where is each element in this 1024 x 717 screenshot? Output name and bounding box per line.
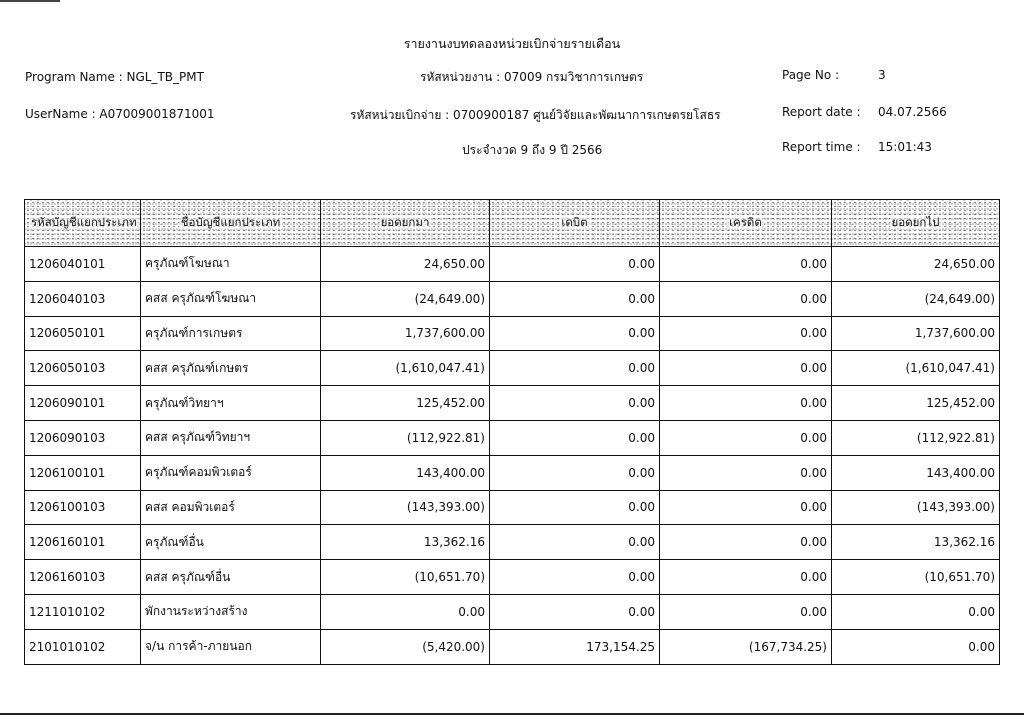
account-name-cell: คสส ครุภัณฑ์เกษตร — [141, 351, 321, 386]
debit-cell: 0.00 — [490, 386, 660, 421]
debit-cell: 0.00 — [490, 420, 660, 455]
table-row — [25, 629, 1000, 664]
brought-forward-cell: 143,400.00 — [321, 455, 490, 490]
brought-forward-cell: 1,737,600.00 — [321, 316, 490, 351]
report-date-label: Report date : — [782, 105, 861, 119]
account-code-cell: 1211010102 — [25, 594, 141, 629]
account-name-cell: คสส คอมพิวเตอร์ — [141, 490, 321, 525]
account-name-cell: ครุภัณฑ์โฆษณา — [141, 247, 321, 282]
debit-cell: 0.00 — [490, 490, 660, 525]
account-code-cell: 2101010102 — [25, 629, 141, 664]
brought-forward-cell: 13,362.16 — [321, 525, 490, 560]
brought-forward-cell: 125,452.00 — [321, 386, 490, 421]
debit-cell: 0.00 — [490, 281, 660, 316]
table-row — [25, 490, 1000, 525]
credit-cell: 0.00 — [660, 351, 832, 386]
carried-forward-cell: 1,737,600.00 — [832, 316, 1000, 351]
report-date-value: 04.07.2566 — [878, 105, 947, 119]
account-name-cell: คสส ครุภัณฑ์โฆษณา — [141, 281, 321, 316]
carried-forward-cell: 0.00 — [832, 594, 1000, 629]
carried-forward-cell: (112,922.81) — [832, 420, 1000, 455]
col-header-credit: เครดิต — [660, 200, 832, 247]
credit-cell: (167,734.25) — [660, 629, 832, 664]
debit-cell: 0.00 — [490, 455, 660, 490]
debit-cell: 0.00 — [490, 316, 660, 351]
program-name: Program Name : NGL_TB_PMT — [25, 70, 204, 84]
account-name-cell: ครุภัณฑ์การเกษตร — [141, 316, 321, 351]
brought-forward-cell: 24,650.00 — [321, 247, 490, 282]
col-header-carried-forward: ยอดยกไป — [832, 200, 1000, 247]
carried-forward-cell: 143,400.00 — [832, 455, 1000, 490]
account-code-cell: 1206160101 — [25, 525, 141, 560]
page-bottom-edge — [0, 713, 1024, 715]
credit-cell: 0.00 — [660, 386, 832, 421]
account-code-cell: 1206090101 — [25, 386, 141, 421]
carried-forward-cell: 24,650.00 — [832, 247, 1000, 282]
account-name-cell: ครุภัณฑ์วิทยาฯ — [141, 386, 321, 421]
debit-cell: 0.00 — [490, 594, 660, 629]
trial-balance-table — [24, 199, 1000, 665]
brought-forward-cell: (143,393.00) — [321, 490, 490, 525]
carried-forward-cell: (143,393.00) — [832, 490, 1000, 525]
table-header-row — [25, 200, 1000, 247]
account-name-cell: พักงานระหว่างสร้าง — [141, 594, 321, 629]
table-row — [25, 594, 1000, 629]
user-name: UserName : A07009001871001 — [25, 107, 215, 121]
brought-forward-cell: 0.00 — [321, 594, 490, 629]
account-code-cell: 1206040101 — [25, 247, 141, 282]
credit-cell: 0.00 — [660, 490, 832, 525]
account-code-cell: 1206050101 — [25, 316, 141, 351]
account-code-cell: 1206090103 — [25, 420, 141, 455]
scan-edge-mark — [0, 0, 60, 2]
account-name-cell: ครุภัณฑ์คอมพิวเตอร์ — [141, 455, 321, 490]
debit-cell: 0.00 — [490, 247, 660, 282]
debit-cell: 0.00 — [490, 560, 660, 595]
report-time-label: Report time : — [782, 140, 861, 154]
account-code-cell: 1206040103 — [25, 281, 141, 316]
table-row — [25, 455, 1000, 490]
debit-cell: 173,154.25 — [490, 629, 660, 664]
brought-forward-cell: (112,922.81) — [321, 420, 490, 455]
account-code-cell: 1206100101 — [25, 455, 141, 490]
account-name-cell: ครุภัณฑ์อื่น — [141, 525, 321, 560]
report-time-value: 15:01:43 — [878, 140, 932, 154]
page-no-label: Page No : — [782, 68, 840, 82]
credit-cell: 0.00 — [660, 594, 832, 629]
account-name-cell: จ/น การค้า-ภายนอก — [141, 629, 321, 664]
table-row — [25, 351, 1000, 386]
table-row — [25, 525, 1000, 560]
brought-forward-cell: (24,649.00) — [321, 281, 490, 316]
debit-cell: 0.00 — [490, 351, 660, 386]
carried-forward-cell: (1,610,047.41) — [832, 351, 1000, 386]
account-name-cell: คสส ครุภัณฑ์อื่น — [141, 560, 321, 595]
debit-cell: 0.00 — [490, 525, 660, 560]
account-code-cell: 1206100103 — [25, 490, 141, 525]
col-header-account-name: ชื่อบัญชีแยกประเภท — [141, 200, 321, 247]
credit-cell: 0.00 — [660, 525, 832, 560]
col-header-debit: เดบิต — [490, 200, 660, 247]
carried-forward-cell: 125,452.00 — [832, 386, 1000, 421]
credit-cell: 0.00 — [660, 420, 832, 455]
department-code: รหัสหน่วยงาน : 07009 กรมวิชาการเกษตร — [420, 70, 644, 84]
credit-cell: 0.00 — [660, 316, 832, 351]
carried-forward-cell: 13,362.16 — [832, 525, 1000, 560]
credit-cell: 0.00 — [660, 455, 832, 490]
disbursing-unit: รหัสหน่วยเบิกจ่าย : 0700900187 ศูนย์วิจัยและพัฒนาการเกษตรยโสธร — [350, 108, 721, 122]
page-no-value: 3 — [878, 68, 886, 82]
brought-forward-cell: (1,610,047.41) — [321, 351, 490, 386]
credit-cell: 0.00 — [660, 281, 832, 316]
table-row — [25, 281, 1000, 316]
col-header-brought-forward: ยอดยกมา — [321, 200, 490, 247]
credit-cell: 0.00 — [660, 247, 832, 282]
report-period: ประจำงวด 9 ถึง 9 ปี 2566 — [462, 143, 603, 157]
table-row — [25, 316, 1000, 351]
brought-forward-cell: (10,651.70) — [321, 560, 490, 595]
account-code-cell: 1206160103 — [25, 560, 141, 595]
carried-forward-cell: 0.00 — [832, 629, 1000, 664]
table-row — [25, 247, 1000, 282]
table-row — [25, 420, 1000, 455]
account-name-cell: คสส ครุภัณฑ์วิทยาฯ — [141, 420, 321, 455]
table-row — [25, 386, 1000, 421]
report-title: รายงานงบทดลองหน่วยเบิกจ่ายรายเดือน — [403, 36, 621, 51]
account-code-cell: 1206050103 — [25, 351, 141, 386]
brought-forward-cell: (5,420.00) — [321, 629, 490, 664]
credit-cell: 0.00 — [660, 560, 832, 595]
carried-forward-cell: (24,649.00) — [832, 281, 1000, 316]
col-header-account-code: รหัสบัญชีแยกประเภท — [25, 200, 141, 247]
carried-forward-cell: (10,651.70) — [832, 560, 1000, 595]
table-row — [25, 560, 1000, 595]
